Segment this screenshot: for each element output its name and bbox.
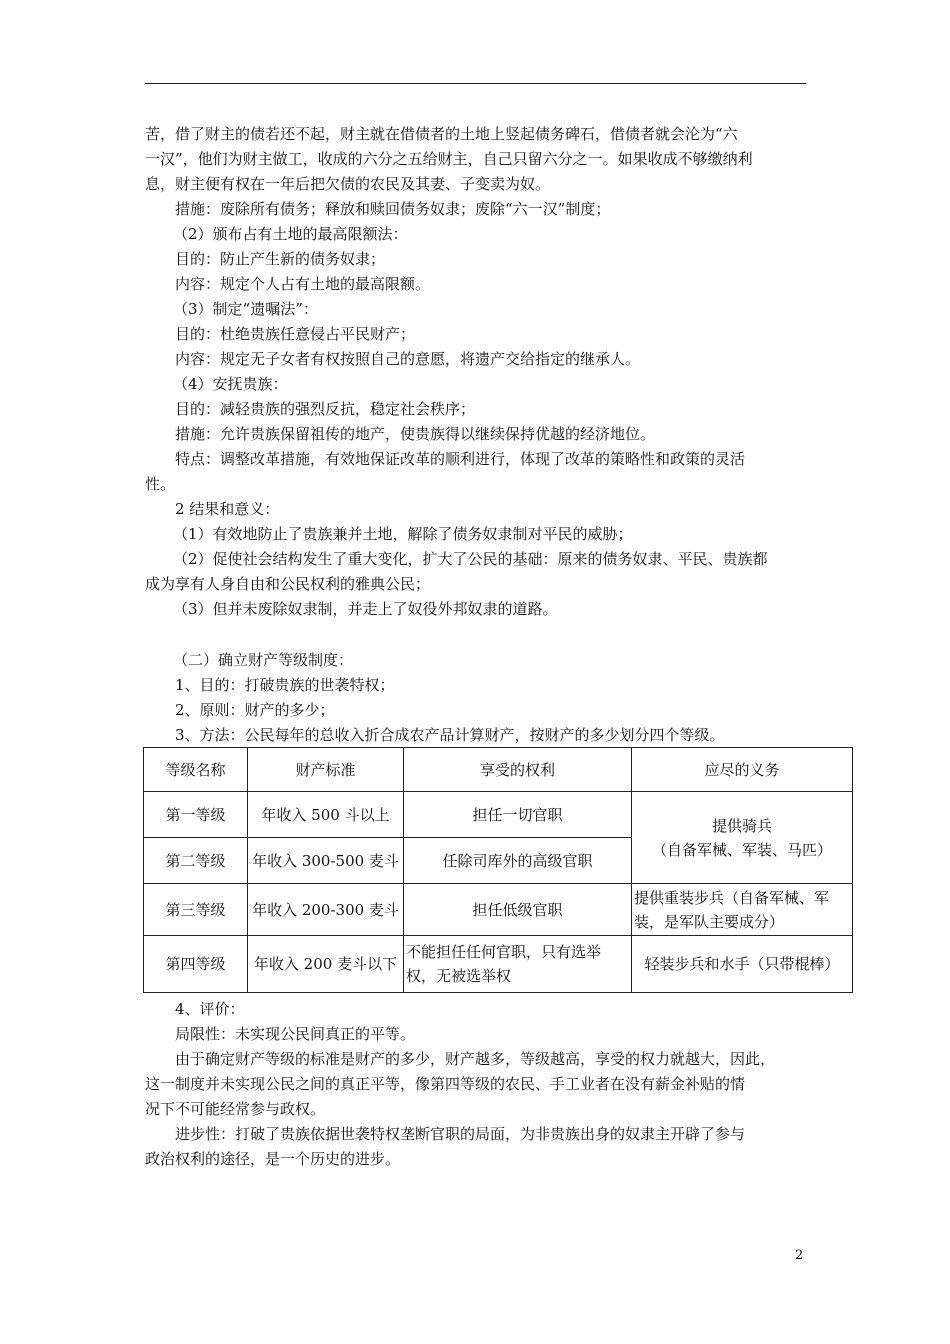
paragraph-line: 1、目的：打破贵族的世袭特权；	[175, 676, 395, 694]
section-heading: （4）安抚贵族：	[173, 375, 288, 393]
paragraph-line: 目的：杜绝贵族任意侵占平民财产；	[175, 325, 416, 343]
paragraph-line: 成为享有人身自由和公民权利的雅典公民；	[145, 575, 431, 593]
duty-line: 提供骑兵	[711, 816, 772, 835]
paragraph-line: 目的：减轻贵族的强烈反抗，稳定社会秩序；	[175, 400, 476, 418]
property-cell: 年收入 200 麦斗以下	[248, 936, 404, 993]
property-cell: 年收入 200-300 麦斗	[248, 884, 404, 936]
header-rule	[145, 83, 806, 84]
paragraph-line: 息，财主便有权在一年后把欠债的农民及其妻、子变卖为奴。	[145, 175, 551, 193]
grade-cell: 第一等级	[144, 792, 248, 838]
rights-cell: 担任低级官职	[404, 884, 632, 936]
property-cell: 年收入 500 斗以上	[248, 792, 404, 838]
paragraph-line: 进步性：打破了贵族依据世袭特权垄断官职的局面，为非贵族出身的奴隶主开辟了参与	[175, 1125, 746, 1143]
table-row	[144, 792, 853, 838]
duty-cell: 提供重装步兵（自备军械、军装，是军队主要成分）	[632, 884, 853, 936]
paragraph-line: 局限性：未实现公民间真正的平等。	[175, 1025, 416, 1043]
measures-line: 措施：废除所有债务；释放和赎回债务奴隶；废除“六一汉”制度；	[175, 200, 611, 218]
section-heading: 4、评价：	[175, 1000, 245, 1018]
section-heading: （2）颁布占有土地的最高限额法：	[173, 225, 408, 243]
paragraph-line: 措施：允许贵族保留祖传的地产，使贵族得以继续保持优越的经济地位。	[175, 425, 656, 443]
paragraph-line: 2、原则：财产的多少；	[175, 701, 335, 719]
table-header-cell: 等级名称	[144, 748, 248, 792]
rights-cell: 不能担任任何官职，只有选举权，无被选举权	[404, 936, 632, 993]
grade-cell: 第二等级	[144, 838, 248, 884]
paragraph-line: 政治权利的途径，是一个历史的进步。	[145, 1150, 401, 1168]
paragraph-line: 3、方法：公民每年的总收入折合成农产品计算财产，按财产的多少划分四个等级。	[175, 726, 725, 744]
section-heading: 2 结果和意义：	[175, 500, 280, 518]
evaluation-text	[145, 997, 809, 1172]
grade-cell: 第三等级	[144, 884, 248, 936]
duty-cell: 轻装步兵和水手（只带棍棒）	[632, 936, 853, 993]
property-cell: 年收入 300-500 麦斗	[248, 838, 404, 884]
property-grade-table	[143, 747, 853, 993]
grade-cell: 第四等级	[144, 936, 248, 993]
table-header-row	[144, 748, 853, 792]
duty-line: （自备军械、军装、马匹）	[651, 840, 832, 859]
paragraph-line: 内容：规定个人占有土地的最高限额。	[175, 275, 431, 293]
rights-cell: 任除司库外的高级官职	[404, 838, 632, 884]
paragraph-line: 目的：防止产生新的债务奴隶；	[175, 250, 386, 268]
paragraph-line: 况下不可能经常参与政权。	[145, 1100, 326, 1118]
paragraph-line: 这一制度并未实现公民之间的真正平等，像第四等级的农民、手工业者在没有薪金补贴的情	[145, 1075, 746, 1093]
section-heading: （二）确立财产等级制度：	[173, 651, 354, 669]
table-header-cell: 财产标准	[248, 748, 404, 792]
paragraph-line: （1）有效地防止了贵族兼并土地，解除了债务奴隶制对平民的威胁；	[173, 525, 633, 543]
paragraph-line: （2）促使社会结构发生了重大变化，扩大了公民的基础：原来的债务奴隶、平民、贵族都	[173, 550, 768, 568]
table-header-cell: 应尽的义务	[632, 748, 853, 792]
paragraph-line: （3）但并未废除奴隶制，并走上了奴役外邦奴隶的道路。	[173, 600, 558, 618]
paragraph-line: 一汉”，他们为财主做工，收成的六分之五给财主，自己只留六分之一。如果收成不够缴纳利	[145, 150, 753, 168]
paragraph-line: 性。	[145, 475, 176, 493]
page-number: 2	[795, 1248, 804, 1263]
section-heading: （3）制定“遗嘱法”：	[173, 300, 318, 318]
table-header-cell: 享受的权利	[404, 748, 632, 792]
table-row	[144, 936, 853, 993]
paragraph-line: 由于确定财产等级的标准是财产的多少，财产越多，等级越高，享受的权力就越大，因此，	[175, 1050, 776, 1068]
paragraph-line: 内容：规定无子女者有权按照自己的意愿，将遗产交给指定的继承人。	[175, 350, 641, 368]
body-text	[145, 122, 809, 748]
duty-cell-merged	[632, 792, 853, 884]
rights-cell: 担任一切官职	[404, 792, 632, 838]
paragraph-line: 苦，借了财主的债若还不起，财主就在借债者的土地上竖起债务碑石，借债者就会沦为“六	[145, 125, 738, 143]
paragraph-line: 特点：调整改革措施，有效地保证改革的顺利进行，体现了改革的策略性和政策的灵活	[175, 450, 746, 468]
table-row	[144, 884, 853, 936]
